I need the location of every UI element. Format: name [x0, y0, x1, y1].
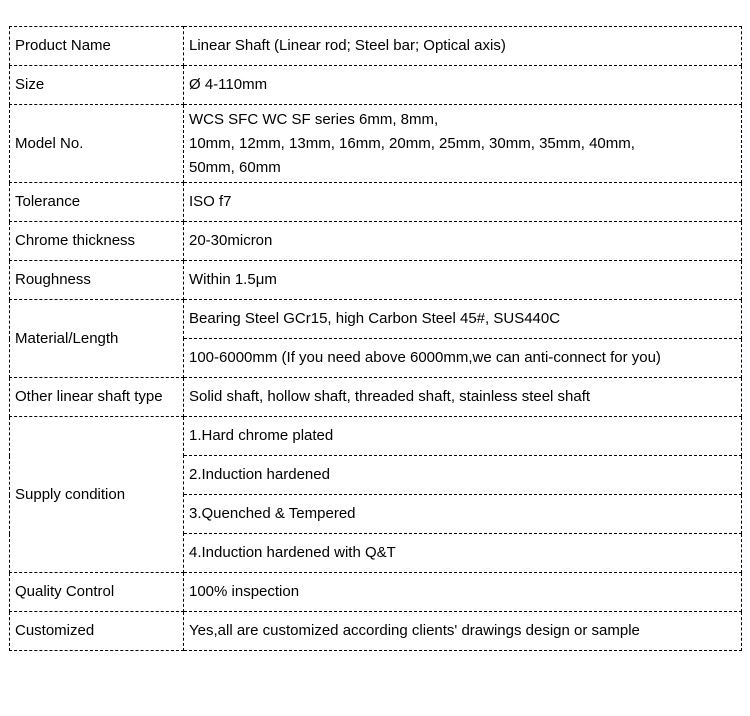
table-row	[10, 27, 742, 66]
table-row	[10, 183, 742, 222]
model-no-line: 50mm, 60mm	[189, 158, 281, 176]
row-value-roughness: Within 1.5μm	[184, 261, 742, 300]
row-label-other-shaft-type: Other linear shaft type	[10, 378, 184, 417]
row-value-supply-3: 3.Quenched & Tempered	[184, 495, 742, 534]
row-label-customized: Customized	[10, 612, 184, 651]
row-label-product-name: Product Name	[10, 27, 184, 66]
row-label-tolerance: Tolerance	[10, 183, 184, 222]
table-row	[10, 417, 742, 456]
table-row	[10, 300, 742, 339]
row-value-supply-2: 2.Induction hardened	[184, 456, 742, 495]
table-row	[10, 378, 742, 417]
row-value-supply-1: 1.Hard chrome plated	[184, 417, 742, 456]
row-label-chrome-thickness: Chrome thickness	[10, 222, 184, 261]
row-label-roughness: Roughness	[10, 261, 184, 300]
row-label-model-no: Model No.	[10, 105, 184, 183]
spec-table	[9, 26, 742, 651]
table-row	[10, 573, 742, 612]
row-label-quality-control: Quality Control	[10, 573, 184, 612]
row-value-size: Ø 4-110mm	[184, 66, 742, 105]
table-row	[10, 261, 742, 300]
row-value-other-shaft-type: Solid shaft, hollow shaft, threaded shaft, stainless steel shaft	[184, 378, 742, 417]
row-value-quality-control: 100% inspection	[184, 573, 742, 612]
row-value-model-no	[184, 105, 742, 183]
table-row	[10, 222, 742, 261]
row-value-product-name: Linear Shaft (Linear rod; Steel bar; Optical axis)	[184, 27, 742, 66]
model-no-line: WCS SFC WC SF series 6mm, 8mm,	[189, 110, 439, 128]
row-label-material-length: Material/Length	[10, 300, 184, 378]
table-row	[10, 612, 742, 651]
row-value-supply-4: 4.Induction hardened with Q&T	[184, 534, 742, 573]
row-label-size: Size	[10, 66, 184, 105]
model-no-line: 10mm, 12mm, 13mm, 16mm, 20mm, 25mm, 30mm, 35mm, 40mm,	[189, 134, 635, 152]
row-value-customized: Yes,all are customized according clients' drawings design or sample	[184, 612, 742, 651]
row-value-length: 100-6000mm (If you need above 6000mm,we can anti-connect for you)	[184, 339, 742, 378]
table-row	[10, 66, 742, 105]
row-value-material: Bearing Steel GCr15, high Carbon Steel 45#, SUS440C	[184, 300, 742, 339]
table-row	[10, 105, 742, 183]
row-label-supply-condition: Supply condition	[10, 417, 184, 573]
row-value-tolerance: ISO f7	[184, 183, 742, 222]
row-value-chrome-thickness: 20-30micron	[184, 222, 742, 261]
